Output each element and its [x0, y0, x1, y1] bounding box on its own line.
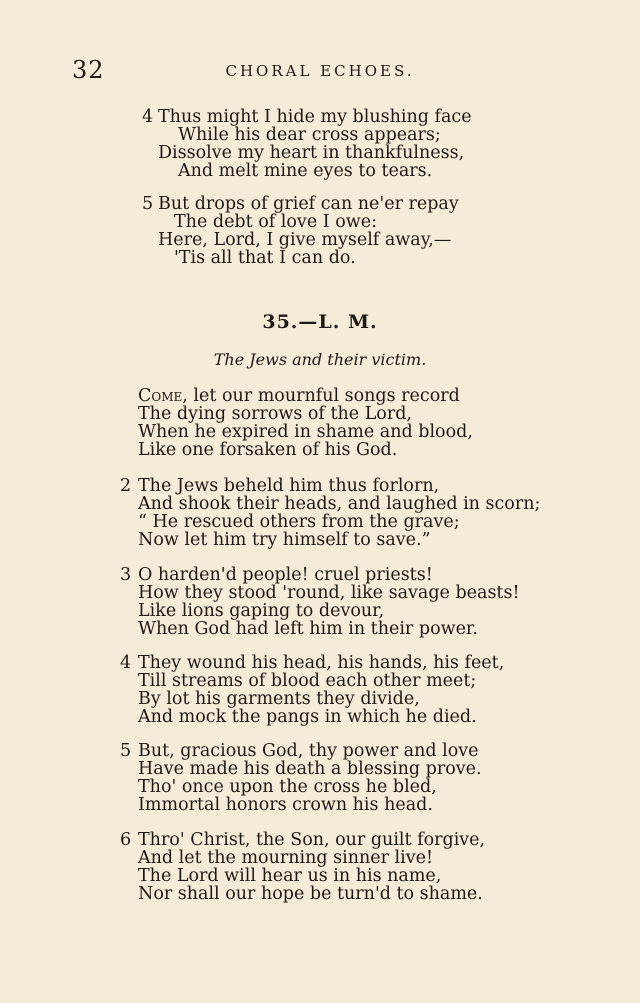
stanza-number: 3	[120, 565, 132, 585]
stanza-number: 6	[120, 830, 132, 850]
stanza-6	[120, 831, 485, 903]
stanza-1	[138, 387, 473, 459]
stanza-line: By lot his garments they divide,	[138, 689, 420, 709]
stanza-line: When God had left him in their power.	[138, 619, 478, 639]
stanza-line: Tho' once upon the cross he bled,	[138, 777, 437, 797]
stanza-line: Like lions gaping to devour,	[138, 601, 385, 621]
stanza-4	[120, 654, 504, 726]
stanza-line: 3 O harden'd people! cruel priests!	[120, 565, 433, 585]
stanza-line: 5 But drops of grief can ne'er repay	[142, 194, 459, 214]
prev-stanza-4	[142, 108, 472, 180]
stanza-line: 2 The Jews beheld him thus forlorn,	[120, 476, 440, 496]
stanza-number: 2	[120, 476, 132, 496]
stanza-3	[120, 566, 519, 638]
drop-word: Come	[138, 386, 183, 406]
stanza-line: How they stood 'round, like savage beasts!	[138, 583, 520, 603]
stanza-line: Till streams of blood each other meet;	[138, 671, 477, 691]
page-number: 32	[72, 56, 105, 84]
running-title: CHORAL ECHOES.	[225, 62, 415, 80]
stanza-line: Now let him try himself to save.”	[138, 530, 431, 550]
stanza-number: 4	[120, 653, 132, 673]
prev-stanza-5	[142, 195, 459, 267]
stanza-line: 6 Thro' Christ, the Son, our guilt forgive,	[120, 830, 486, 850]
stanza-line: Come, let our mournful songs record	[138, 386, 460, 406]
stanza-line: Have made his death a blessing prove.	[138, 759, 482, 779]
stanza-number: 4	[142, 107, 154, 127]
stanza-line: And mock the pangs in which he died.	[138, 707, 477, 727]
stanza-line: 4 They wound his head, his hands, his feet,	[120, 653, 505, 673]
stanza-line: And let the mourning sinner live!	[138, 848, 433, 868]
stanza-line: And shook their heads, and laughed in scorn;	[138, 494, 541, 514]
stanza-line: 4 Thus might I hide my blushing face	[142, 107, 472, 127]
hymn-title: 35.—L. M.	[262, 311, 378, 333]
stanza-line: The debt of love I owe:	[174, 212, 377, 232]
stanza-line: Nor shall our hope be turn'd to shame.	[138, 884, 483, 904]
stanza-line: Like one forsaken of his God.	[138, 440, 398, 460]
stanza-line: While his dear cross appears;	[178, 125, 441, 145]
stanza-line: 'Tis all that I can do.	[174, 248, 356, 268]
stanza-line: And melt mine eyes to tears.	[178, 161, 433, 181]
stanza-line: The dying sorrows of the Lord,	[138, 404, 412, 424]
stanza-line: When he expired in shame and blood,	[138, 422, 473, 442]
stanza-5	[120, 742, 482, 814]
stanza-line: Immortal honors crown his head.	[138, 795, 433, 815]
stanza-number: 5	[142, 194, 154, 214]
stanza-line: The Lord will hear us in his name,	[138, 866, 442, 886]
hymn-subtitle: The Jews and their victim.	[213, 350, 427, 369]
stanza-2	[120, 477, 540, 549]
stanza-line: Here, Lord, I give myself away,—	[158, 230, 452, 250]
stanza-number: 5	[120, 741, 132, 761]
stanza-line: Dissolve my heart in thankfulness,	[158, 143, 465, 163]
stanza-line: 5 But, gracious God, thy power and love	[120, 741, 479, 761]
stanza-line: “ He rescued others from the grave;	[138, 512, 460, 532]
